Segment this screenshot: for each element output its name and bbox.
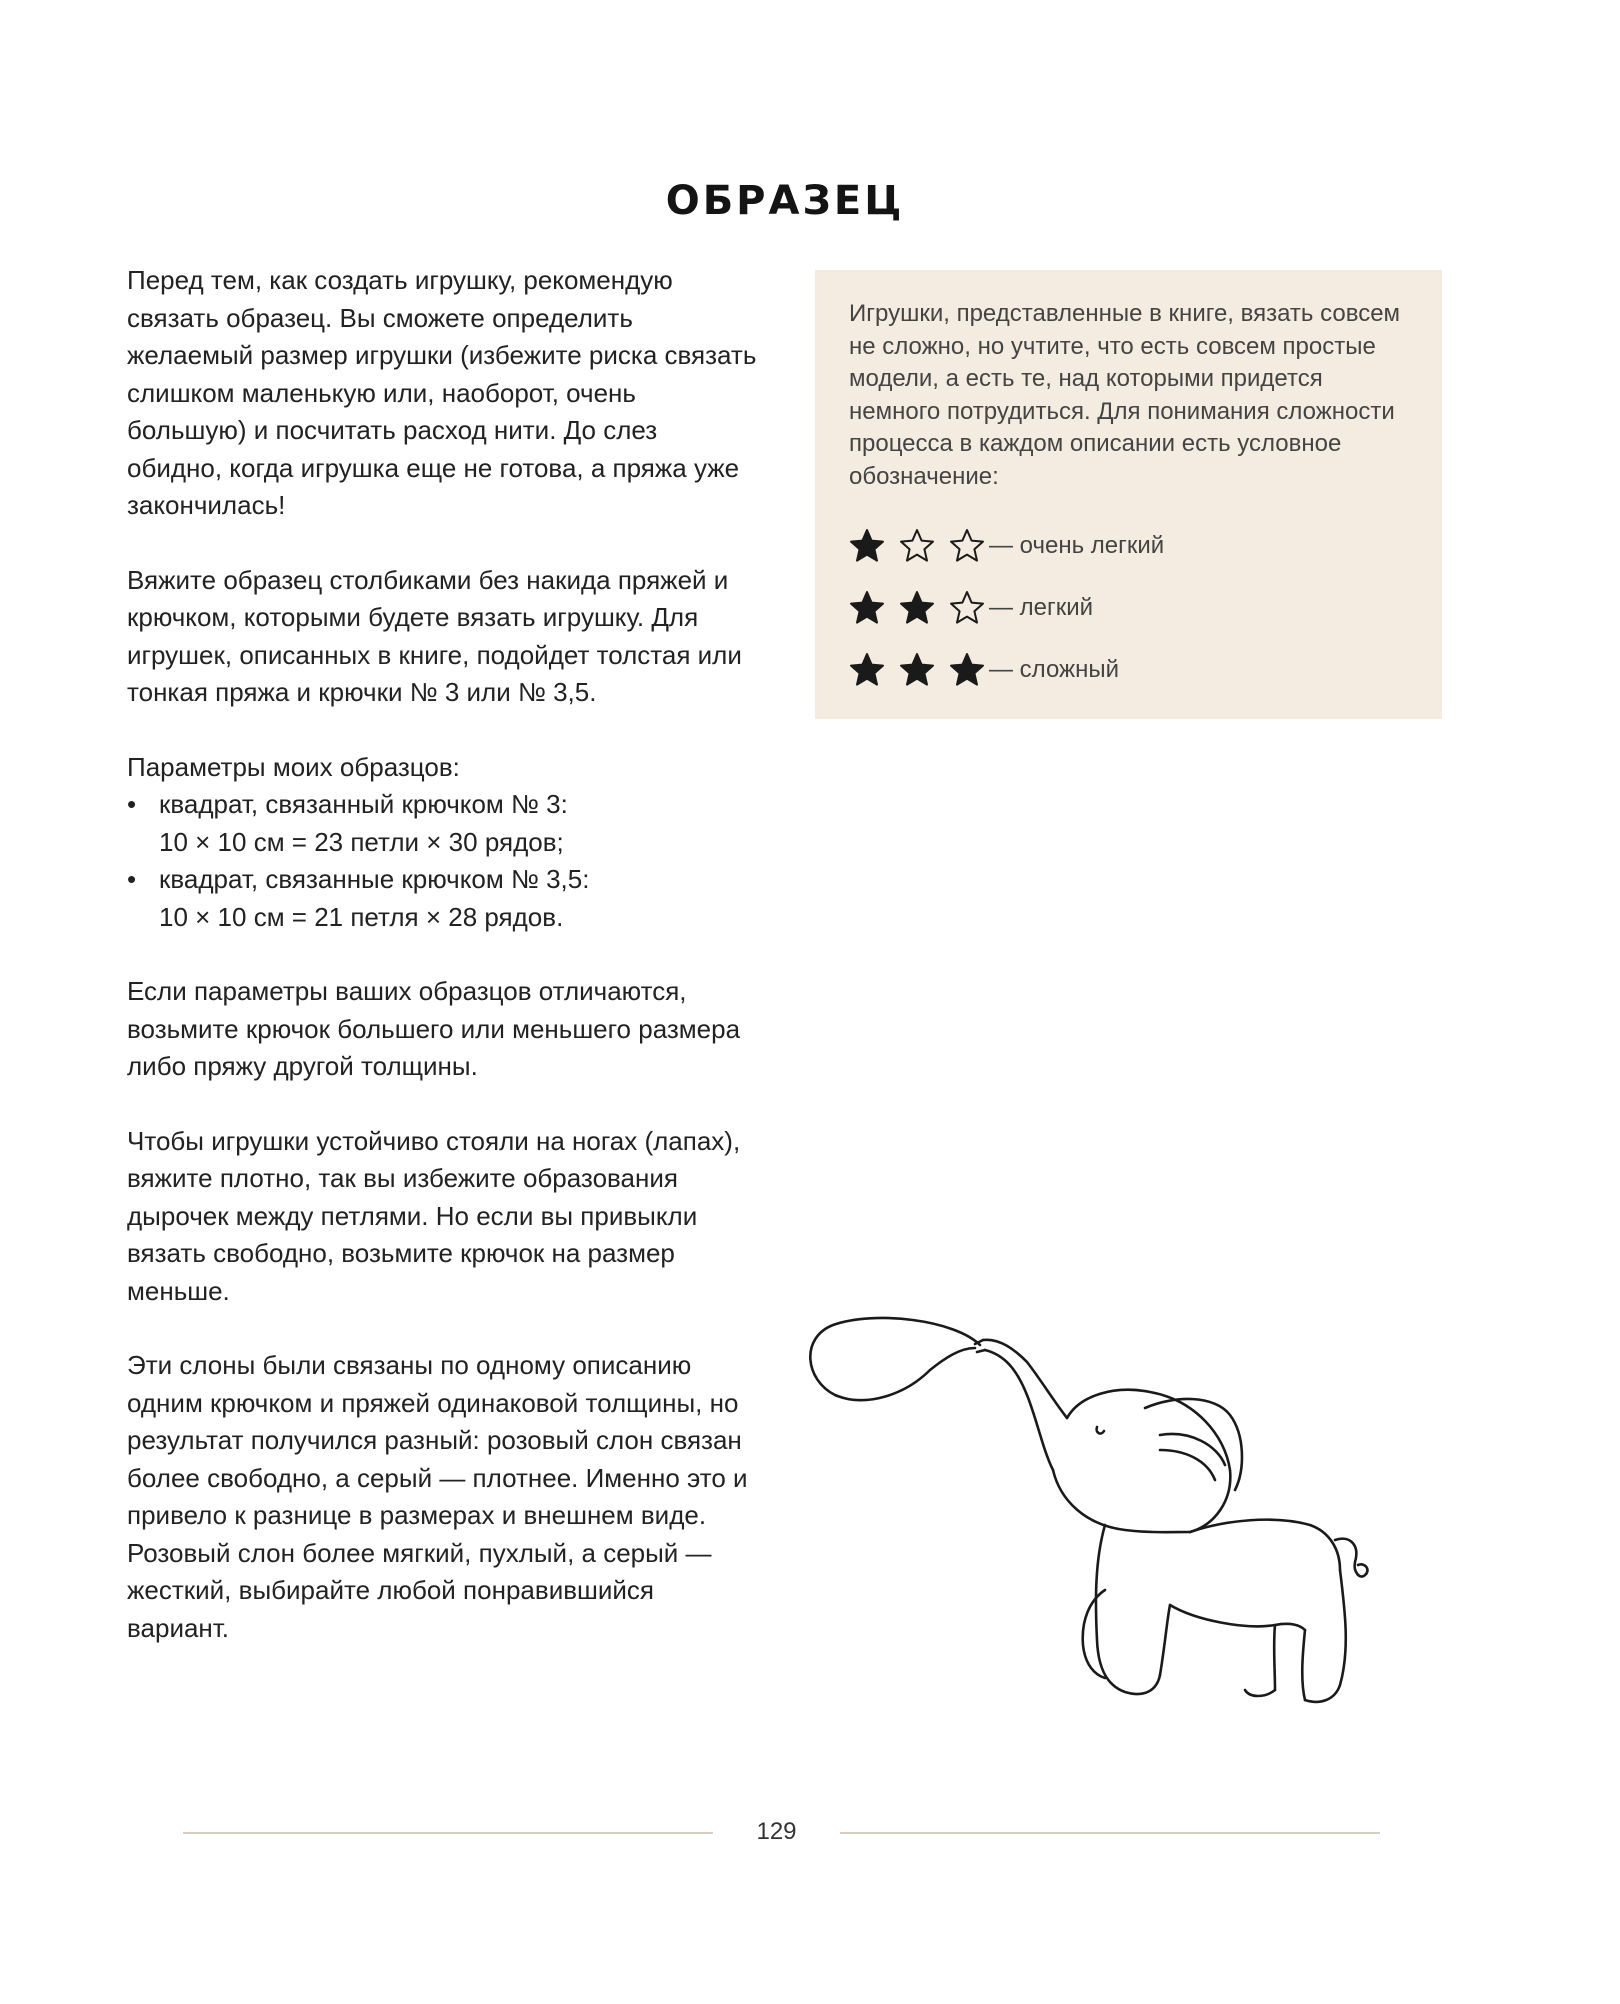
params-title: Параметры моих образцов: [127,751,460,782]
star-filled-icon [899,652,935,688]
paragraph-adjust: Если параметры ваших образцов отличаются, возьмите крючок большего или меньшего размера либо пряжу другой толщины. [127,976,741,1081]
legend-label: — очень легкий [989,532,1165,559]
page-title: ОБРАЗЕЦ [665,178,905,224]
legend-label: — легкий [989,594,1094,621]
params-list [127,786,757,936]
infobox-text: Игрушки, представленные в книге, вязать совсем не сложно, но учтите, что есть совсем простые модели, а есть те, над которыми придется немного потрудиться. Для понимания сложности процесса в каждом описании есть условное обозначение: [849,300,1401,490]
difficulty-stars [849,652,999,688]
list-item [127,861,757,936]
paragraph-stability: Чтобы игрушки устойчиво стояли на ногах (лапах), вяжите плотно, так вы избежите образования дырочек между петлями. Но если вы привыкли вязать свободно, возьмите крючок на размер меньше. [127,1125,741,1306]
paragraph-intro: Перед тем, как создать игрушку, рекомендую связать образец. Вы сможете определить желаемый размер игрушки (избежите риска связать слишком маленькую или, наоборот, очень большую) и посчитать расход нити. До слез обидно, когда игрушка еще не готова, а пряжа уже закончилась! [127,265,757,520]
difficulty-infobox [815,270,1442,719]
paragraph-elephants: Эти слоны были связаны по одному описанию одним крючком и пряжей одинаковой толщины, но результат получился разный: розовый слон связан более свободно, а серый — плотнее. Именно это и привело к разнице в размерах и внешнем виде. Розовый слон более мягкий, пухлый, а серый — жесткий, выбирайте любой понравившийся вариант. [127,1350,748,1643]
star-filled-icon [899,590,935,626]
elephant-illustration [805,1300,1475,1790]
legend-row-hard [849,639,1412,701]
star-filled-icon [849,590,885,626]
difficulty-legend [849,515,1412,701]
list-item [127,786,757,861]
legend-label: — сложный [989,656,1119,683]
star-outline-icon [899,528,935,564]
paragraph-sample-method: Вяжите образец столбиками без накида пряжей и крючком, которыми будете вязать игрушку. Для игрушек, описанных в книге, подойдет толстая или тонкая пряжа и крючки № 3 или № 3,5. [127,564,742,707]
difficulty-stars [849,528,999,564]
star-filled-icon [849,652,885,688]
param-line-1: квадрат, связанные крючком № 3,5: [159,864,590,894]
star-filled-icon [849,528,885,564]
star-outline-icon [949,590,985,626]
star-outline-icon [949,528,985,564]
param-line-1: квадрат, связанный крючком № 3: [159,789,568,819]
page-number: 129 [756,1818,797,1845]
main-text-column [127,262,757,1684]
difficulty-stars [849,590,999,626]
bullet: • [127,789,137,819]
footer-rule-left [183,1832,713,1834]
footer-rule-right [840,1832,1380,1834]
star-filled-icon [949,652,985,688]
param-line-2: 10 × 10 см = 21 петля × 28 рядов. [159,901,564,932]
legend-row-very-easy [849,515,1412,577]
bullet: • [127,864,137,894]
legend-row-easy [849,577,1412,639]
param-line-2: 10 × 10 см = 23 петли × 30 рядов; [159,826,564,857]
